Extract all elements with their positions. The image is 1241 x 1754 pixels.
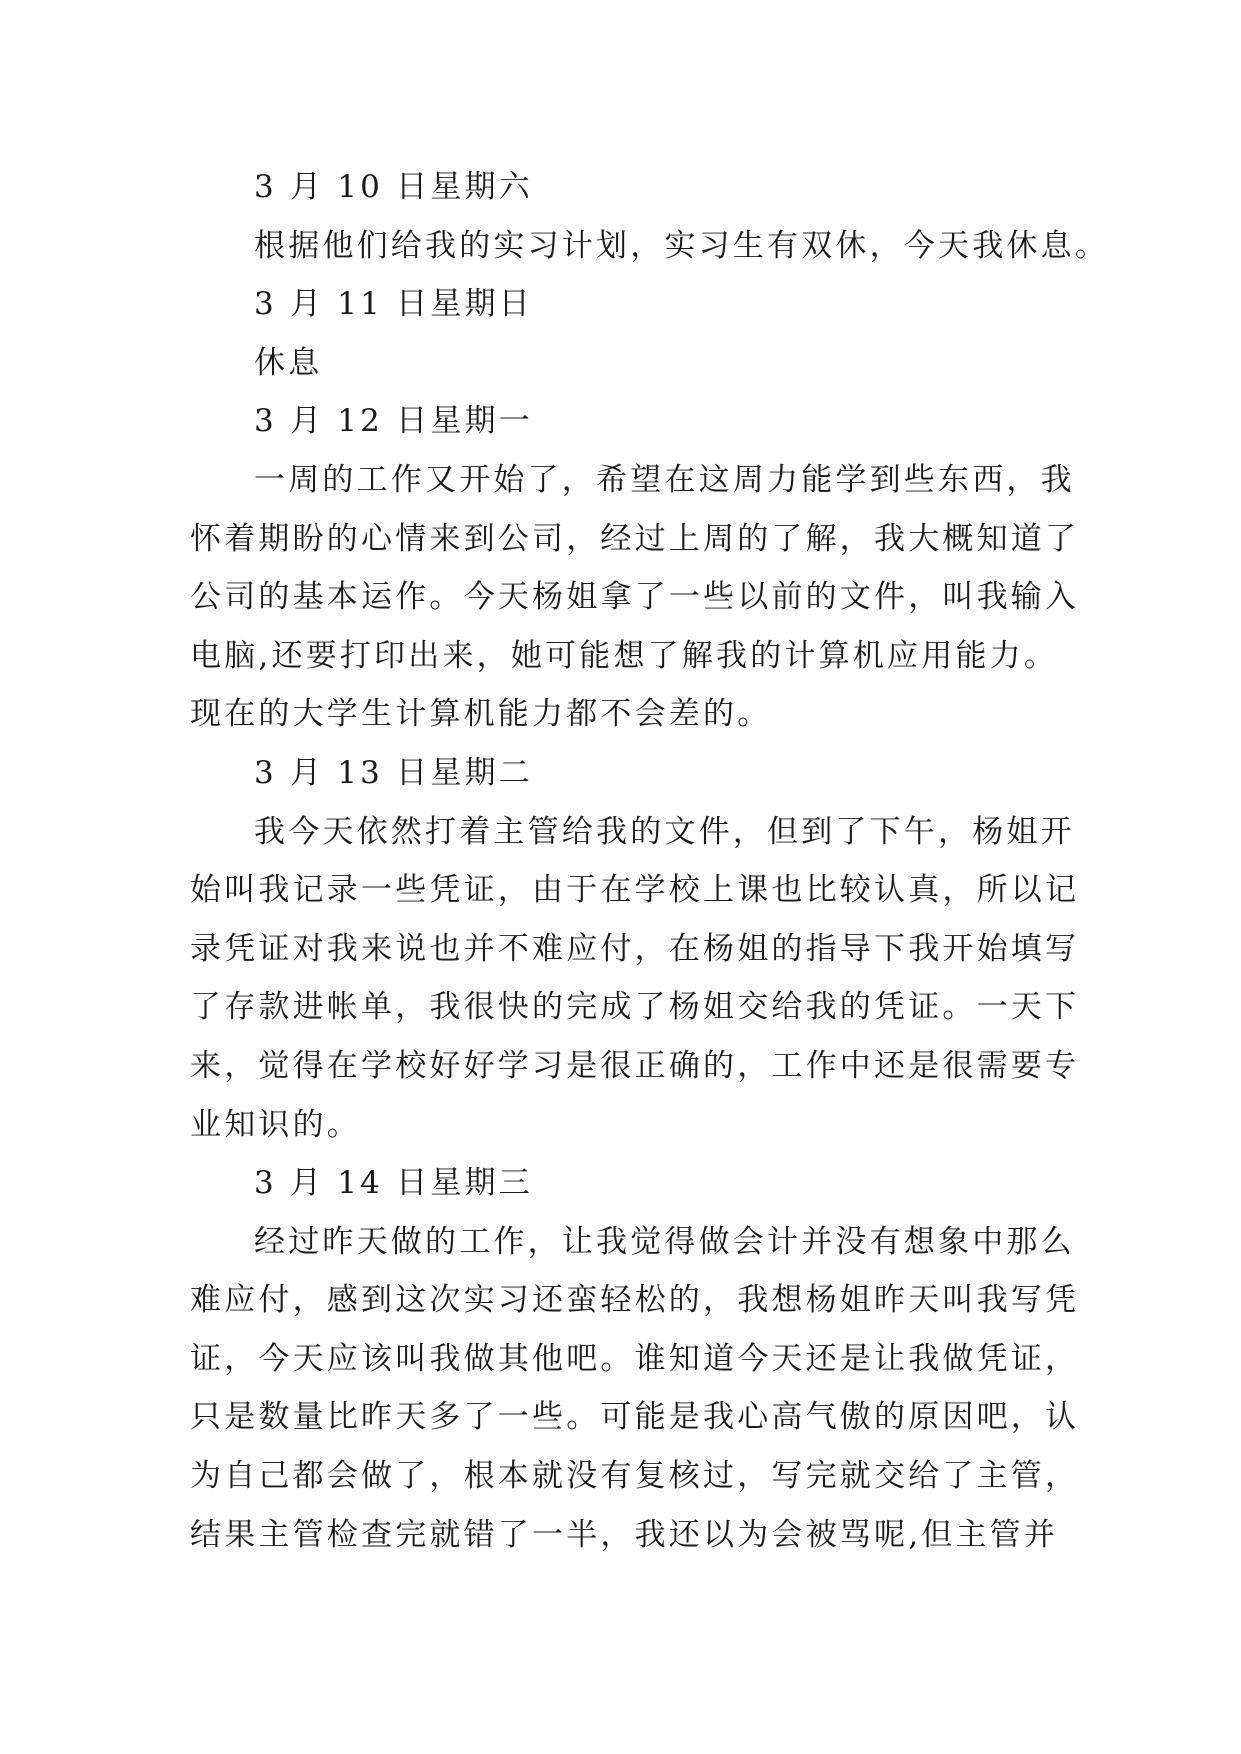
date-heading: 3 月 14 日星期三 [254, 1165, 533, 1202]
date-heading: 3 月 10 日星期六 [254, 169, 533, 205]
document-body [190, 158, 1109, 1564]
paragraph-line: 电脑,还要打印出来，她可能想了解我的计算机应用能力。 [190, 637, 1059, 674]
date-heading: 3 月 11 日星期日 [254, 286, 533, 323]
paragraph-line: 难应付，感到这次实习还蛮轻松的，我想杨姐昨天叫我写凭 [190, 1282, 1080, 1319]
paragraph-line: 为自己都会做了，根本就没有复核过，写完就交给了主管， [190, 1458, 1080, 1495]
paragraph-line: 一周的工作又开始了，希望在这周力能学到些东西，我 [254, 461, 1075, 498]
paragraph-line: 根据他们给我的实习计划，实习生有双休，今天我休息。 [254, 227, 1109, 264]
paragraph-line: 证，今天应该叫我做其他吧。谁知道今天还是让我做凭证， [190, 1340, 1080, 1377]
paragraph-line: 休息 [254, 344, 323, 381]
paragraph-line: 只是数量比昨天多了一些。可能是我心高气傲的原因吧，认 [190, 1399, 1080, 1436]
paragraph-line: 现在的大学生计算机能力都不会差的。 [190, 696, 772, 733]
paragraph-line: 怀着期盼的心情来到公司，经过上周的了解，我大概知道了 [190, 520, 1080, 557]
paragraph-line: 结果主管检查完就错了一半，我还以为会被骂呢,但主管并 [190, 1516, 1059, 1553]
date-heading: 3 月 12 日星期一 [254, 403, 533, 440]
paragraph-line: 始叫我记录一些凭证，由于在学校上课也比较认真，所以记 [190, 872, 1080, 909]
paragraph-line: 公司的基本运作。今天杨姐拿了一些以前的文件，叫我输入 [190, 579, 1080, 616]
paragraph-line: 了存款进帐单，我很快的完成了杨姐交给我的凭证。一天下 [190, 989, 1080, 1026]
paragraph-line: 经过昨天做的工作，让我觉得做会计并没有想象中那么 [254, 1223, 1075, 1260]
paragraph-line: 业知识的。 [190, 1106, 361, 1143]
paragraph-line: 来，觉得在学校好好学习是很正确的，工作中还是很需要专 [190, 1047, 1080, 1084]
paragraph-line: 录凭证对我来说也并不难应付，在杨姐的指导下我开始填写 [190, 930, 1080, 967]
date-heading: 3 月 13 日星期二 [254, 754, 533, 791]
paragraph-line: 我今天依然打着主管给我的文件，但到了下午，杨姐开 [254, 813, 1075, 850]
